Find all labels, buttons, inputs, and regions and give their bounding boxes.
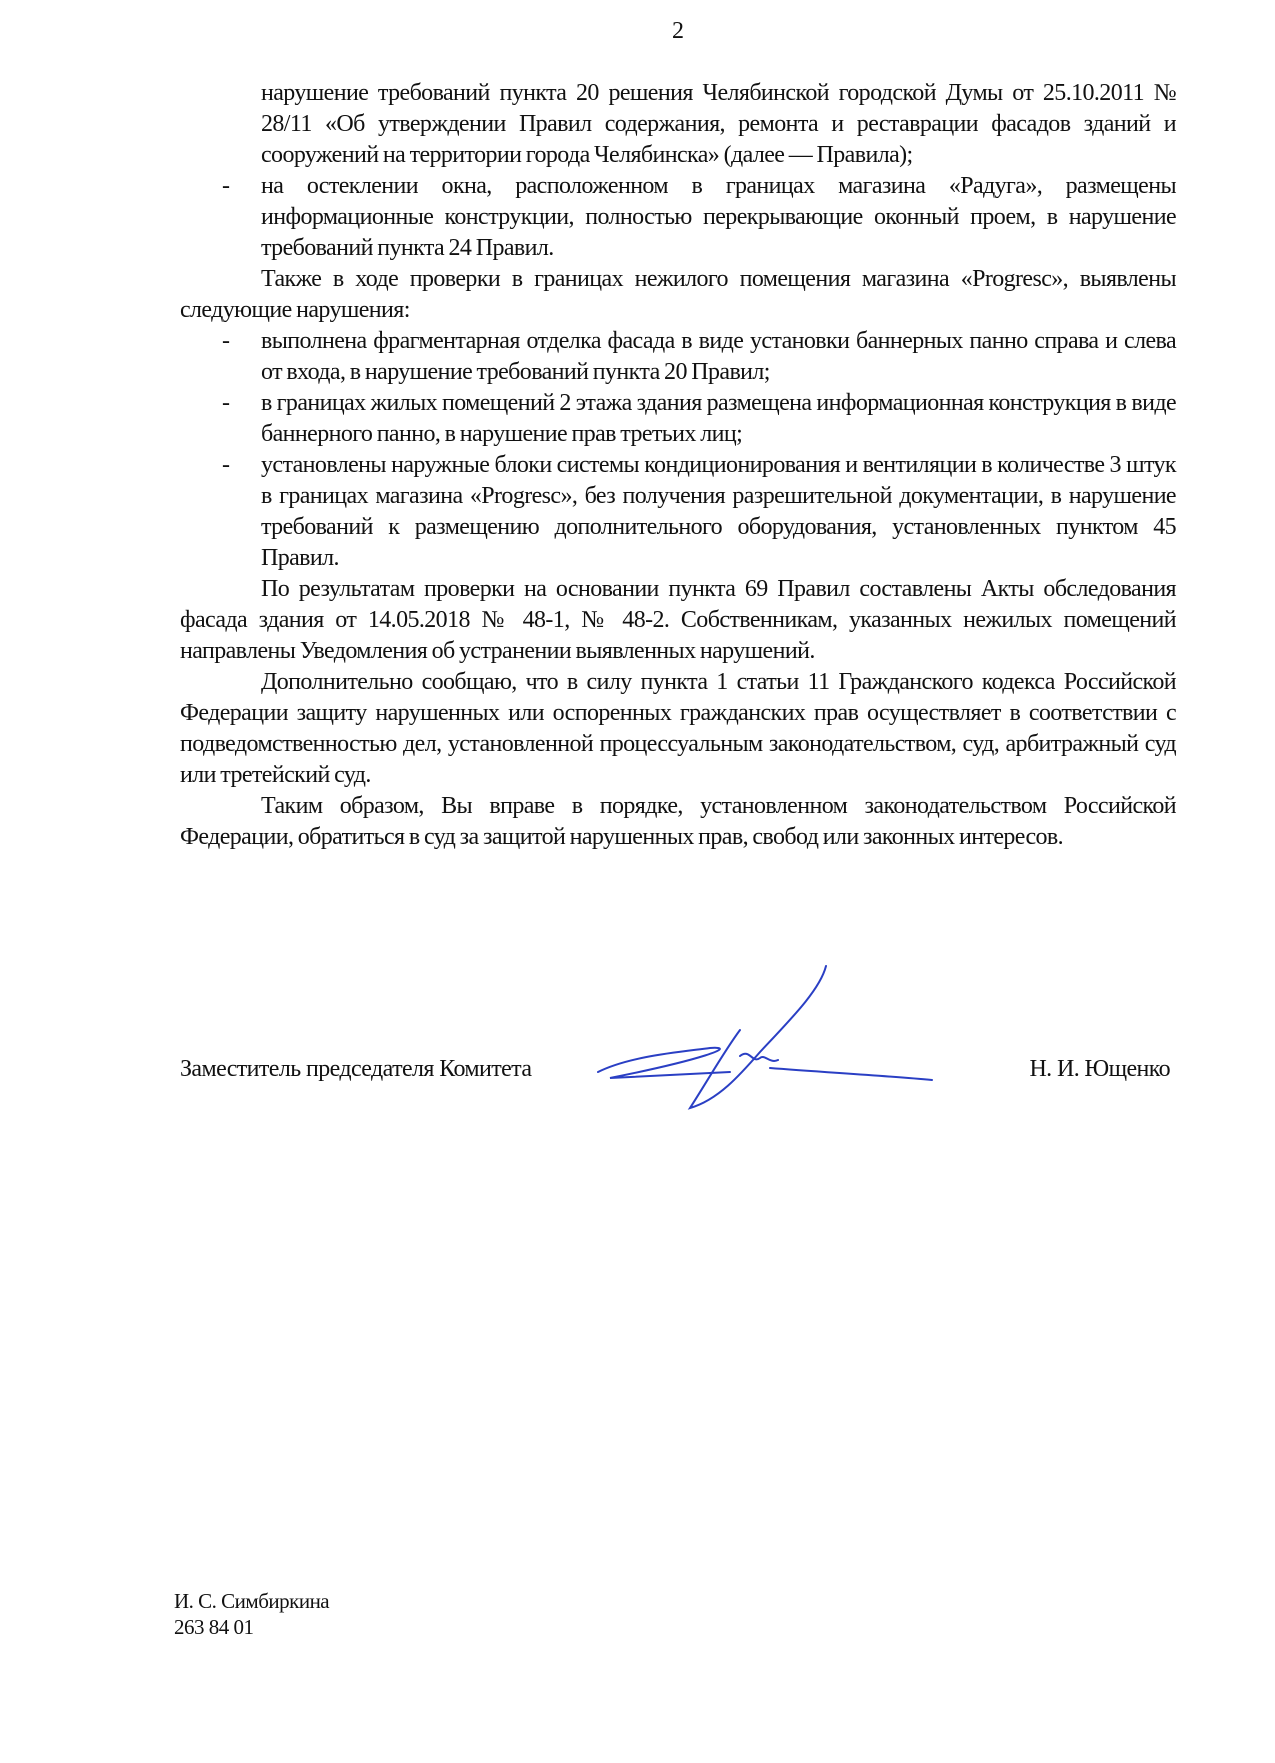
list-item-text: выполнена фрагментарная отделка фасада в виде установки баннерных панно справа и слева от входа, в нарушение требований пункта 20 Правил; bbox=[261, 328, 1176, 385]
list-item bbox=[180, 450, 1176, 574]
list-item bbox=[180, 326, 1176, 388]
list-dash: - bbox=[222, 452, 230, 478]
letter-body bbox=[180, 78, 1176, 853]
executor-phone: 263 84 01 bbox=[174, 1615, 254, 1639]
paragraph: Дополнительно сообщаю, что в силу пункта 1 статьи 11 Гражданского кодекса Российской Федерации защиту нарушенных или оспоренных гражданских прав осуществляет в соответствии с подведомственностью дел, установленной процессуальным законодательством, суд, арбитражный суд или третейский суд. bbox=[180, 669, 1176, 788]
list-item-text: на остеклении окна, расположенном в границах магазина «Радуга», размещены информационные конструкции, полностью перекрывающие оконный проем, в нарушение требований пункта 24 Правил. bbox=[261, 173, 1176, 261]
paragraph: Также в ходе проверки в границах нежилого помещения магазина «Progresс», выявлены следующие нарушения: bbox=[180, 266, 1176, 323]
signer-name: Н. И. Ющенко bbox=[1029, 1056, 1170, 1082]
paragraph: По результатам проверки на основании пункта 69 Правил составлены Акты обследования фасада здания от 14.05.2018 № 48-1, № 48-2. Собственникам, указанных нежилых помещений направлены Уведомления об устранении выявленных нарушений. bbox=[180, 576, 1176, 664]
list-dash: - bbox=[222, 328, 230, 354]
list-dash: - bbox=[222, 173, 230, 199]
list-item-text: установлены наружные блоки системы кондиционирования и вентиляции в количестве 3 штук в границах магазина «Progresс», без получения разрешительной документации, в нарушение требований к размещению дополнительного оборудования, установленных пунктом 45 Правил. bbox=[261, 452, 1176, 571]
signer-position: Заместитель председателя Комитета bbox=[180, 1056, 532, 1082]
paragraph-continuation: нарушение требований пункта 20 решения Челябинской городской Думы от 25.10.2011 № 28/11 «Об утверждении Правил содержания, ремонта и реставрации фасадов зданий и сооружений на территории города Челябинска» (далее — Правила); bbox=[261, 80, 1176, 168]
executor-info bbox=[174, 1588, 329, 1640]
list-dash: - bbox=[222, 390, 230, 416]
handwritten-signature bbox=[590, 960, 950, 1110]
list-item bbox=[180, 171, 1176, 264]
list-item bbox=[180, 388, 1176, 450]
paragraph: Таким образом, Вы вправе в порядке, установленном законодательством Российской Федерации, обратиться в суд за защитой нарушенных прав, свобод или законных интересов. bbox=[180, 793, 1176, 850]
page-number: 2 bbox=[672, 18, 684, 44]
list-item-text: в границах жилых помещений 2 этажа здания размещена информационная конструкция в виде баннерного панно, в нарушение прав третьих лиц; bbox=[261, 390, 1176, 447]
executor-name: И. С. Симбиркина bbox=[174, 1589, 330, 1613]
